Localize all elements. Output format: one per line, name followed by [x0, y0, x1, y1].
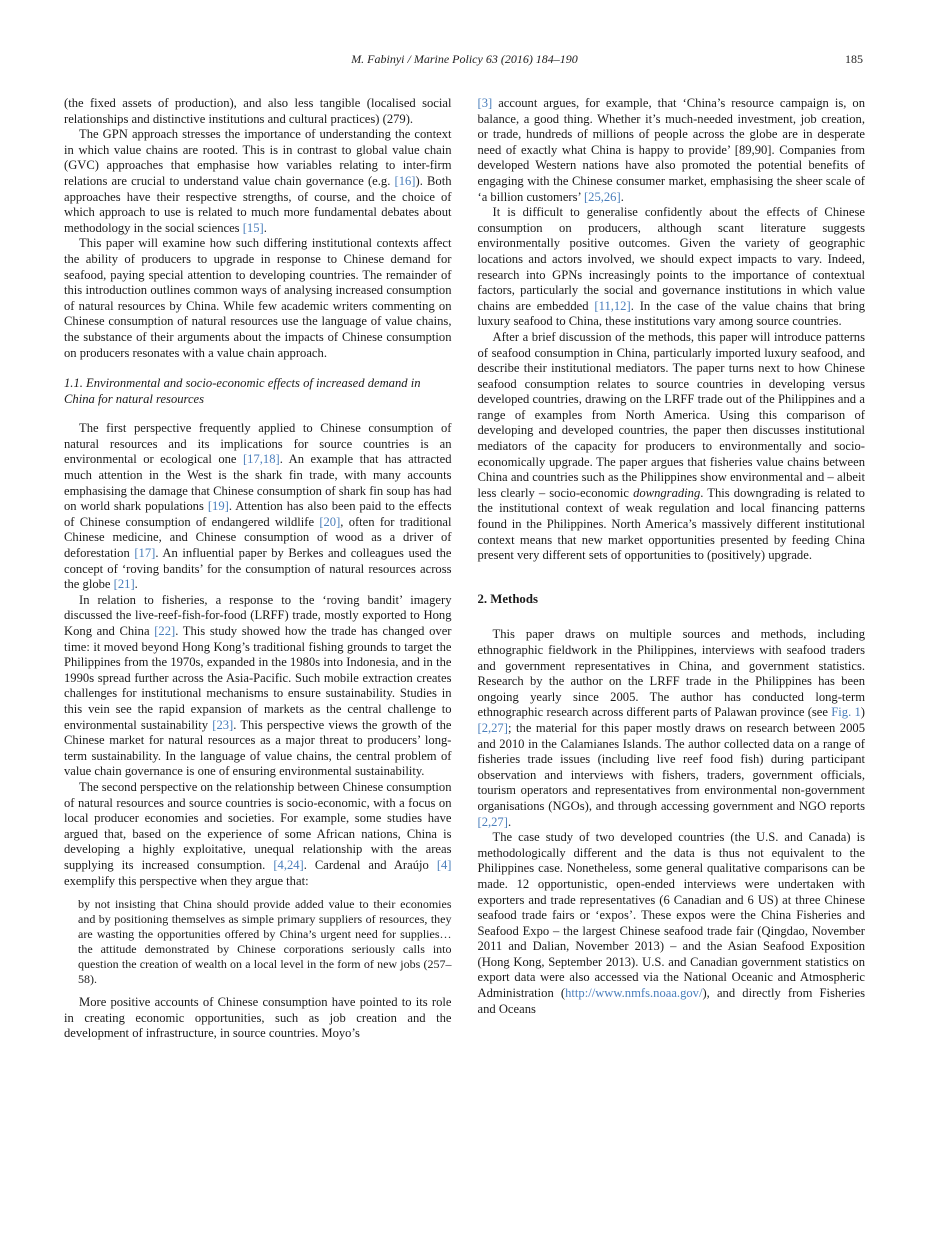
paragraph: (the fixed assets of production), and also less tangible (localised social relationships and distinctive institutions and cultural practices) (279). [64, 96, 452, 126]
two-column-body [64, 96, 865, 1042]
journal-citation: M. Fabinyi / Marine Policy 63 (2016) 184–190 [351, 52, 578, 66]
citation-link[interactable]: [2,27] [477, 814, 508, 829]
subsection-heading: 1.1. Environmental and socio-economic effects of increased demand in China for natural resources [64, 376, 421, 406]
citation-link[interactable]: [17] [134, 546, 156, 561]
citation-link[interactable]: [17,18] [242, 452, 280, 467]
paragraph: The first perspective frequently applied to Chinese consumption of natural resources and its implications for source countries is an environmental or ecological one [17,18]. An example that has attracted much attention in the West is the shark fin trade, with many accounts emphasising the damage that Chinese consumption of shark fin soup has had on world shark populations [19]. Attention has also been paid to the effects of Chinese consumption of endangered wildlife [20], often for traditional Chinese medicine, and Chinese consumption of wood as a driver of deforestation [17]. An influential paper by Berkes and colleagues used the concept of ‘roving bandits’ for the consumption of natural resources across the globe [21]. [64, 421, 452, 592]
emphasis-text: downgrading [633, 485, 701, 500]
citation-link[interactable]: [11,12] [594, 298, 631, 313]
page-header [64, 52, 865, 70]
paragraph: After a brief discussion of the methods, this paper will introduce patterns of seafood consumption in China, particularly imported luxury seafood, and describe their institutional mediators. The paper turns next to how Chinese seafood consumption relates to source countries in developing versus developed countries, drawing on the LRFF trade out of the Philippines and a range of examples from North America. Using this comparison of developing and developed countries, the paper then discusses institutional mediators of the capacity for producers to environmentally and socio-economically upgrade. The paper argues that fisheries value chains between China and countries such as the Philippines show environmental and – albeit less clearly – socio-economic downgrading. This downgrading is related to the institutional context of weak regulation and local financing patterns found in the Philippines. North America’s massively different institutional context means that new market opportunities presented by feeding China present very different sets of opportunities to (positively) upgrade. [477, 329, 865, 563]
paragraph: The second perspective on the relationship between Chinese consumption of natural resources and source countries is socio-economic, with a focus on local producer economies and societies. For example, some studies have argued that, based on the experience of some African nations, China is developing a highly exploitative, unequal relationship with the areas supplying its increased consumption. [4,24]. Cardenal and Araújo [4] exemplify this perspective when they argue that: [64, 779, 452, 888]
paragraph: This paper will examine how such differing institutional contexts affect the ability of producers to upgrade in response to Chinese demand for seafood, paying special attention to developing countries. The remainder of this introduction outlines common ways of analysing increased consumption of natural resources by China. While few academic writers commenting on Chinese consumption of natural resources use the language of value chains, the substance of their arguments about the impacts of Chinese consumption on producers resonates with a value chain approach. [64, 236, 452, 360]
citation-link[interactable]: [25,26] [583, 189, 621, 204]
citation-link[interactable]: [23] [212, 717, 234, 732]
citation-link[interactable]: [16] [394, 173, 416, 188]
citation-link[interactable]: [4] [436, 857, 452, 872]
paragraph: The GPN approach stresses the importance of understanding the context in which value chains are rooted. This is in contrast to global value chain (GVC) approaches that emphasise how variables relating to inter-firm relations are crucial to understand value chain governance (e.g. [16]). Both approaches have their respective strengths, of course, and the choice of which approach to use is related to much more fundamental debates about methodology in the social sciences [15]. [64, 127, 452, 235]
figure-link[interactable]: Fig. 1 [831, 705, 861, 720]
paragraph: The case study of two developed countries (the U.S. and Canada) is methodologically different and the data is thus not equivalent to the Philippines case. Nonetheless, some general qualitative comparisons can be made. 12 opportunistic, open-ended interviews were undertaken with exporters and trade representatives (6 Canadian and 6 US) at three Chinese seafood trade fairs or ‘expos’. These expos were the China Fisheries and Seafood Expo – the largest Chinese seafood trade fair (Qingdao, November 2011 and Dalian, November 2013) – and the Asian Seafood Exposition (Hong Kong, September 2013). U.S. and Canadian government statistics on export data were also accessed via the National Oceanic and Atmospheric Administration (http://www.nmfs.noaa.gov/), and directly from Fisheries and Oceans [477, 830, 865, 1016]
paragraph: This paper draws on multiple sources and methods, including ethnographic fieldwork in the Philippines, interviews with seafood traders and government representatives in China, and government statistics. Research by the author on the LRFF trade in the Philippines has been ongoing yearly since 2005. The author has conducted long-term ethnographic research across different parts of Palawan province (see Fig. 1) [2,27]; the material for this paper mostly draws on research between 2005 and 2010 in the Calamianes Islands. The author collected data on a range of fisheries trade issues (including live reef food fish) during participant observation and interviews with fishers, traders, government officials, tourism operators and representatives from environmental non-government organisations (NGOs), and through accessing government and NGO reports [2,27]. [477, 627, 865, 829]
paragraph: More positive accounts of Chinese consumption have pointed to its role in creating economic opportunities, such as job creation and the development of infrastructure, in source countries. Moyo’s [64, 995, 452, 1041]
page-number: 185 [845, 52, 863, 66]
block-quote: by not insisting that China should provide added value to their economies and by positioning themselves as simple primary suppliers of resources, they are wasting the opportunities offered by China’s urgent need for supplies… the attitude demonstrated by Chinese corporations seriously calls into question the creation of wealth on a local level in the form of new jobs (257–58). [78, 897, 452, 987]
paragraph: In relation to fisheries, a response to the ‘roving bandit’ imagery discussed the live-reef-fish-for-food (LRFF) trade, mostly exported to Hong Kong and China [22]. This study showed how the trade has changed over time: it moved beyond Hong Kong’s traditional fishing grounds to target the Philippines from the 1970s, expanded in the 1980s into Indonesia, and in the 1990s spread further across the Asia-Pacific. Such mobile extraction creates challenges for institutional mechanisms to ensure sustainability. Studies in this vein see the rapid expansion of markets as the central challenge to environmental sustainability [23]. This perspective views the growth of the Chinese market for natural resources as a major threat to producers’ long-term sustainability. In the language of value chains, the central problem of value chain governance is one of ensuring environmental sustainability. [64, 592, 452, 779]
citation-link[interactable]: [15] [242, 220, 264, 235]
external-link[interactable]: http://www.nmfs.noaa.gov/ [565, 986, 703, 1001]
citation-link[interactable]: [21] [113, 577, 135, 592]
right-column [478, 96, 866, 1042]
citation-link[interactable]: [20] [319, 514, 341, 529]
citation-link[interactable]: [22] [154, 624, 176, 638]
citation-link[interactable]: [4,24] [273, 857, 304, 872]
citation-link[interactable]: [19] [207, 499, 229, 514]
left-column [64, 96, 452, 1042]
paragraph: It is difficult to generalise confidently about the effects of Chinese consumption on producers, although scant literature suggests environmentally positive outcomes. Given the variety of geographic locations and actors involved, we should expect impacts to vary. Indeed, research into GPNs increasingly points to the importance of contextual factors, particularly the social and governance institutions in which value chains are embedded [11,12]. In the case of the value chains that bring luxury seafood to China, these institutions vary among source countries. [477, 205, 865, 329]
section-heading: 2. Methods [477, 591, 538, 606]
citation-link[interactable]: [2,27] [477, 720, 508, 735]
paragraph: [3] account argues, for example, that ‘China’s resource campaign is, on balance, a good thing. Whether it’s much-needed investment, job creation, or trade, hundreds of millions of people across the globe are in desperate need of exactly what China is happy to provide’ [89,90]. Companies from developed Western nations have also promoted the potential benefits of engaging with the Chinese consumer market, emphasising the sheer scale of ‘a billion customers’ [25,26]. [477, 96, 865, 204]
citation-link[interactable]: [3] [477, 96, 493, 110]
